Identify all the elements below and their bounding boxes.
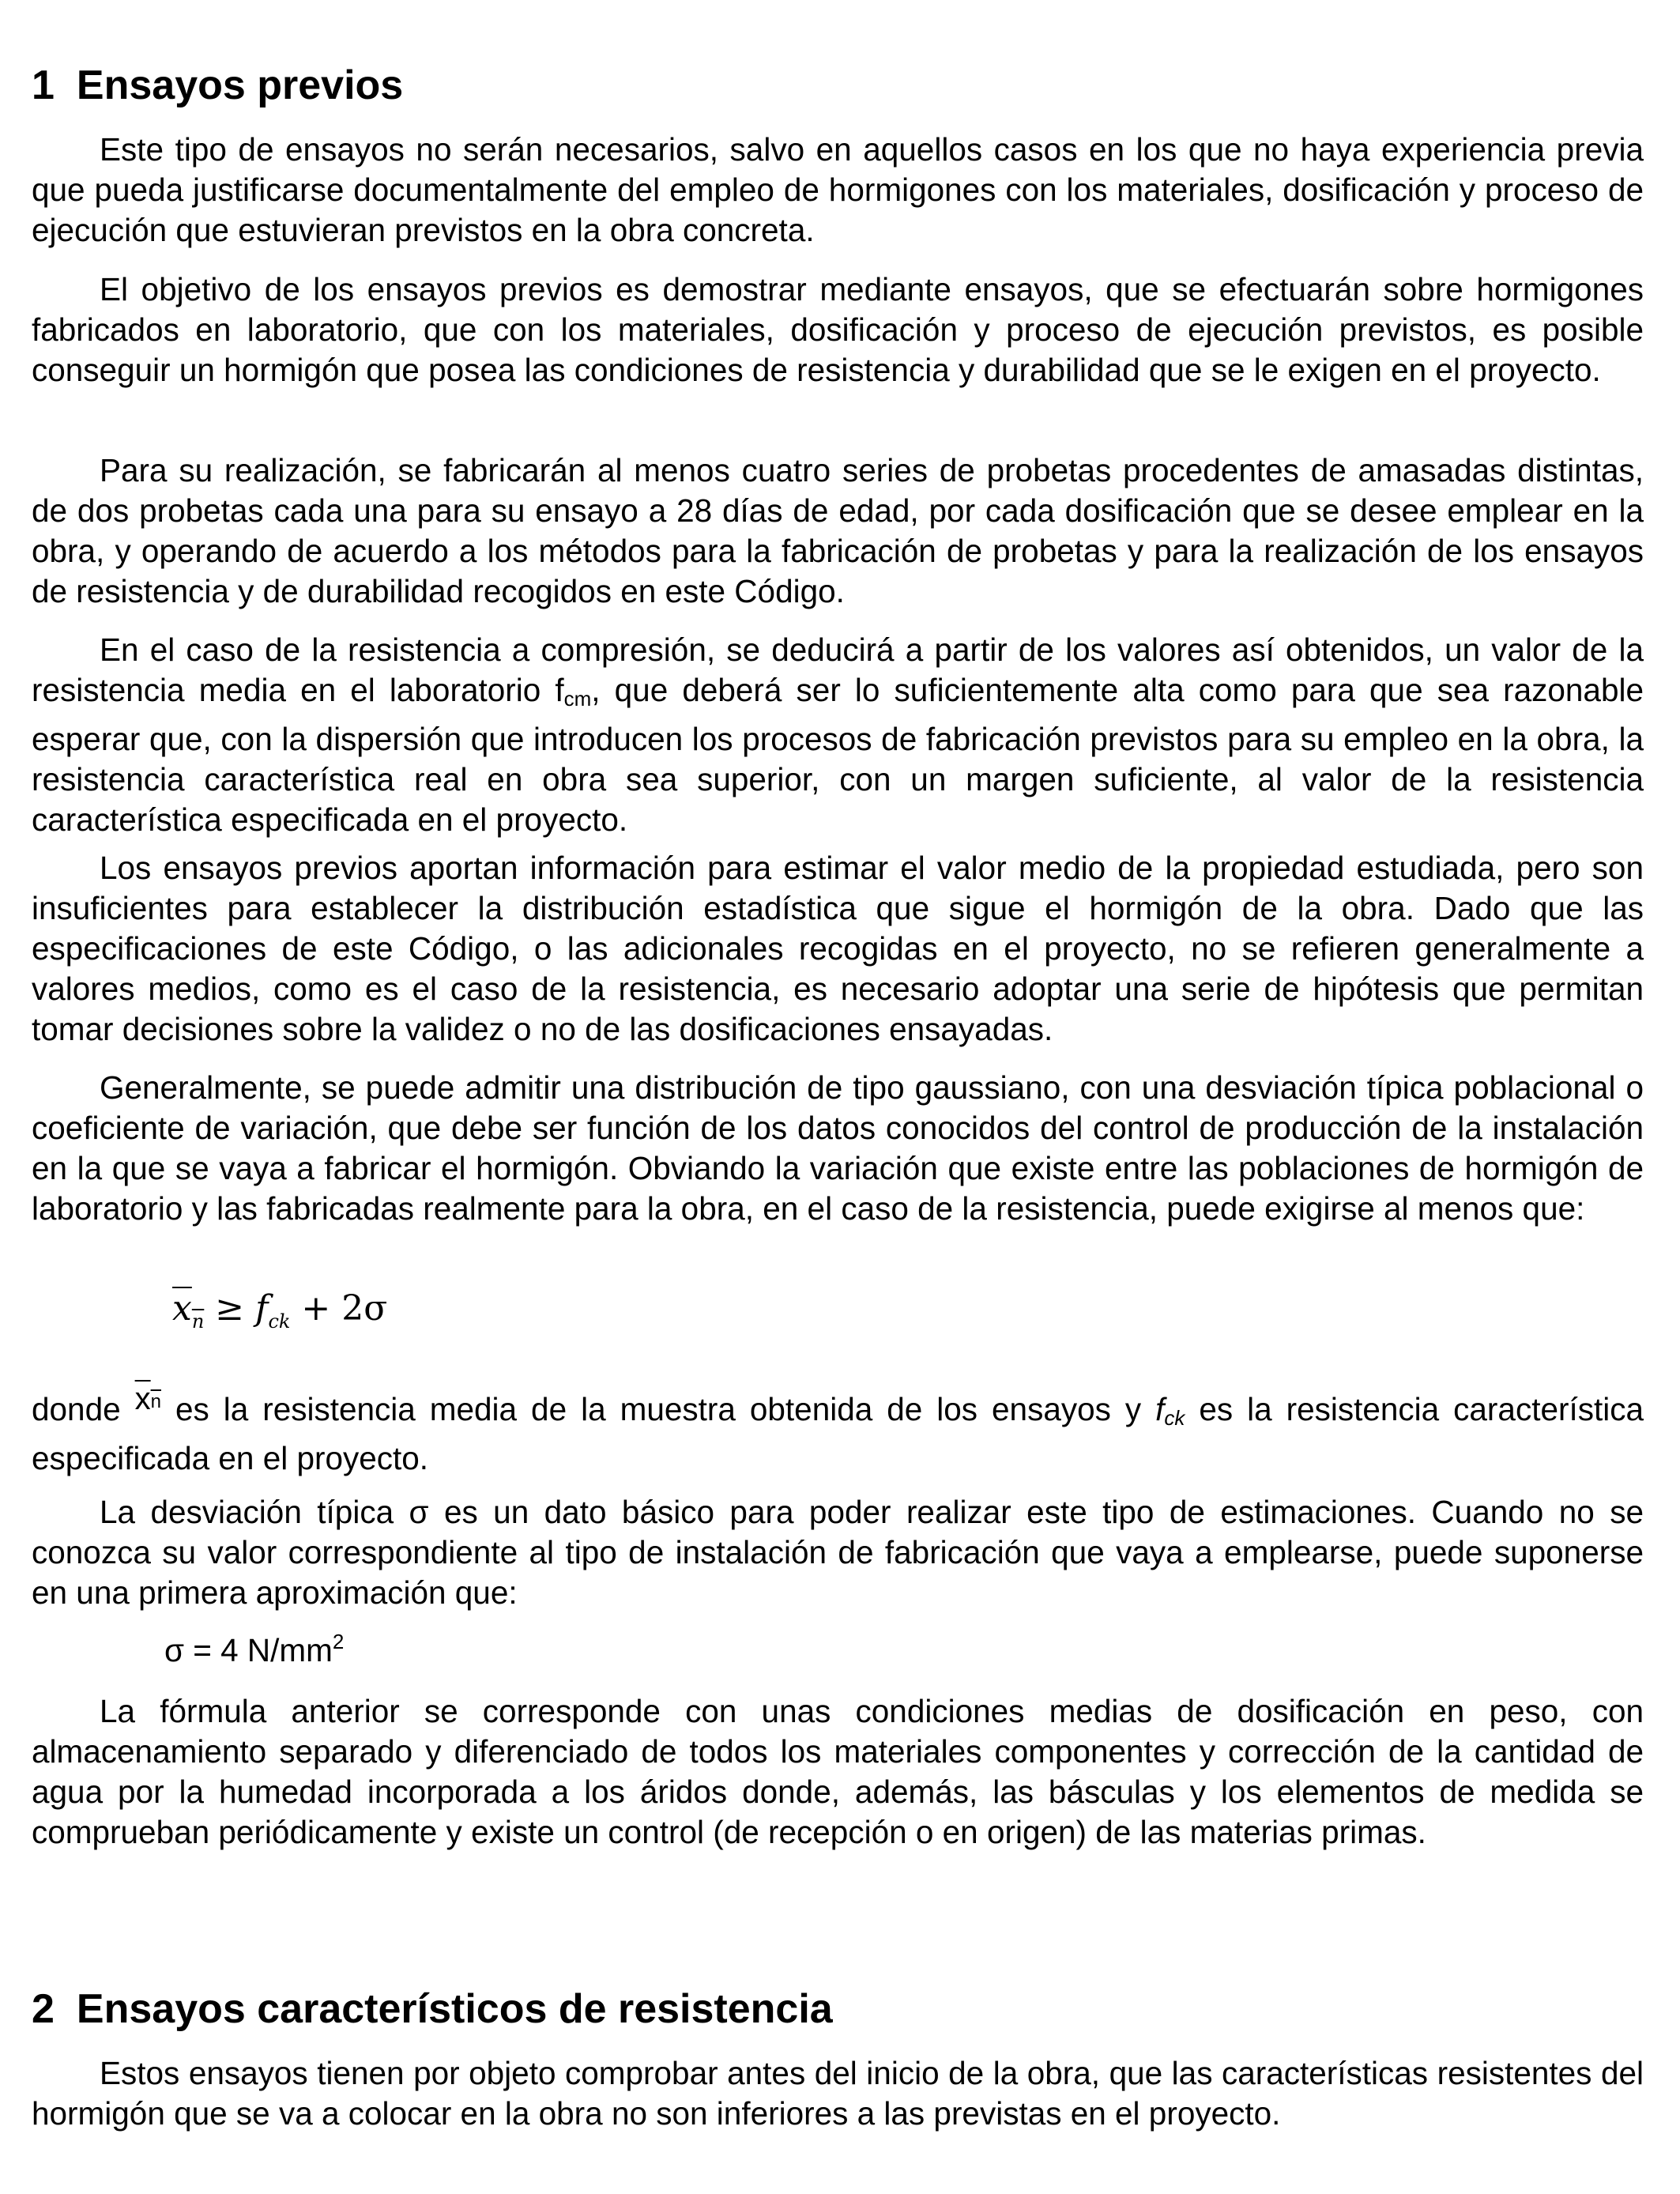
section-1-paragraph-7 bbox=[32, 1382, 1644, 1479]
p4-subscript-cm: cm bbox=[563, 687, 592, 711]
p4-text-a: En el caso de la resistencia a compresión, se deducirá a partir de los valores así obtenidos, un valor de la resistencia media en el laboratorio f bbox=[32, 631, 1644, 708]
p4-text-b: , que deberá ser lo suficientemente alta como para que sea razonable esperar que, con la dispersión que introducen los procesos de fabricación previstos para su empleo en la obra, la resistencia característica real en obra sea superior, con un margen suficiente, al valor de la resistencia característica especificada en el proyecto. bbox=[32, 672, 1644, 838]
section-1-title: Ensayos previos bbox=[76, 62, 404, 108]
section-1-number: 1 bbox=[32, 62, 55, 108]
sigma-text: σ = 4 N/mm bbox=[164, 1632, 333, 1668]
section-2-heading bbox=[32, 1985, 833, 2033]
section-1-paragraph-8: La desviación típica σ es un dato básico para poder realizar este tipo de estimaciones. Cuando no se conozca su valor correspondiente al tipo de instalación de fabricación que vaya a emplearse, puede suponerse en una primera aproximación que: bbox=[32, 1494, 1644, 1611]
section-2-number: 2 bbox=[32, 1986, 55, 2032]
sigma-value-line bbox=[164, 1630, 344, 1671]
sigma-superscript: 2 bbox=[332, 1630, 345, 1653]
p7-f-subscript: ck bbox=[1164, 1406, 1185, 1430]
formula-x-bar: $x_n$ bbox=[172, 1288, 205, 1333]
section-1-paragraph-5: Los ensayos previos aportan información para estimar el valor medio de la propiedad estudiada, pero son insuficientes para establecer la distribución estadística que sigue el hormigón de la obra. Dado que las especificaciones de este Código, o las adicionales recogidas en el proyecto, no se refieren generalmente a valores medios, como es el caso de la resistencia, es necesario adoptar una serie de hipótesis que permitan tomar decisiones sobre la validez o no de las dosificaciones ensayadas. bbox=[32, 850, 1644, 1047]
section-1-paragraph-3: Para su realización, se fabricarán al menos cuatro series de probetas procedentes de amasadas distintas, de dos probetas cada una para su ensayo a 28 días de edad, por cada dosificación que se desee emplear en la obra, y operando de acuerdo a los métodos para la fabricación de probetas y para la realización de los ensayos de resistencia y de durabilidad recogidos en este Código. bbox=[32, 452, 1644, 609]
formula-relation: ≥ bbox=[204, 1288, 256, 1329]
section-1-paragraph-9: La fórmula anterior se corresponde con unas condiciones medias de dosificación en peso, con almacenamiento separado y diferenciado de todos los materiales componentes y corrección de la cantidad de agua por la humedad incorporada a los áridos donde, además, las básculas y los elementos de medida se comprueban periódicamente y existe un control (de recepción o en origen) de las materias primas. bbox=[32, 1693, 1644, 1850]
section-1-paragraph-1: Este tipo de ensayos no serán necesarios, salvo en aquellos casos en los que no haya experiencia previa que pueda justificarse documentalmente del empleo de hormigones con los materiales, dosificación y proceso de ejecución que estuvieran previstos en la obra concreta. bbox=[32, 131, 1644, 248]
formula-mean-strength bbox=[172, 1288, 387, 1333]
section-1-paragraph-2: El objetivo de los ensayos previos es demostrar mediante ensayos, que se efectuarán sobre hormigones fabricados en laboratorio, que con los materiales, dosificación y proceso de ejecución previstos, es posible conseguir un hormigón que posea las condiciones de resistencia y durabilidad que se le exigen en el proyecto. bbox=[32, 271, 1644, 388]
section-2-paragraph-1: Estos ensayos tienen por objeto comprobar antes del inicio de la obra, que las características resistentes del hormigón que se va a colocar en la obra no son inferiores a las previstas en el proyecto. bbox=[32, 2055, 1644, 2132]
p7-f: f bbox=[1155, 1391, 1165, 1427]
section-1-paragraph-6: Generalmente, se puede admitir una distribución de tipo gaussiano, con una desviación típica poblacional o coeficiente de variación, que debe ser función de los datos conocidos del control de producción de la instalación en la que se vaya a fabricar el hormigón. Obviando la variación que existe entre las poblaciones de hormigón de laboratorio y las fabricadas realmente para la obra, en el caso de la resistencia, puede exigirse al menos que: bbox=[32, 1069, 1644, 1227]
section-1-paragraph-4 bbox=[32, 630, 1644, 840]
formula-f-subscript: ck bbox=[268, 1310, 291, 1333]
section-1-heading bbox=[32, 62, 403, 109]
section-2-title: Ensayos característicos de resistencia bbox=[76, 1986, 833, 2032]
p7-x-bar: $x_n$ bbox=[134, 1382, 161, 1416]
formula-f: f bbox=[255, 1288, 269, 1329]
p7-text-a: donde bbox=[32, 1391, 135, 1427]
p7-text-c: es la resistencia característica especificada en el proyecto. bbox=[32, 1391, 1644, 1476]
p7-text-b: es la resistencia media de la muestra obtenida de los ensayos y bbox=[160, 1391, 1156, 1427]
formula-rest: + 2σ bbox=[290, 1288, 388, 1329]
